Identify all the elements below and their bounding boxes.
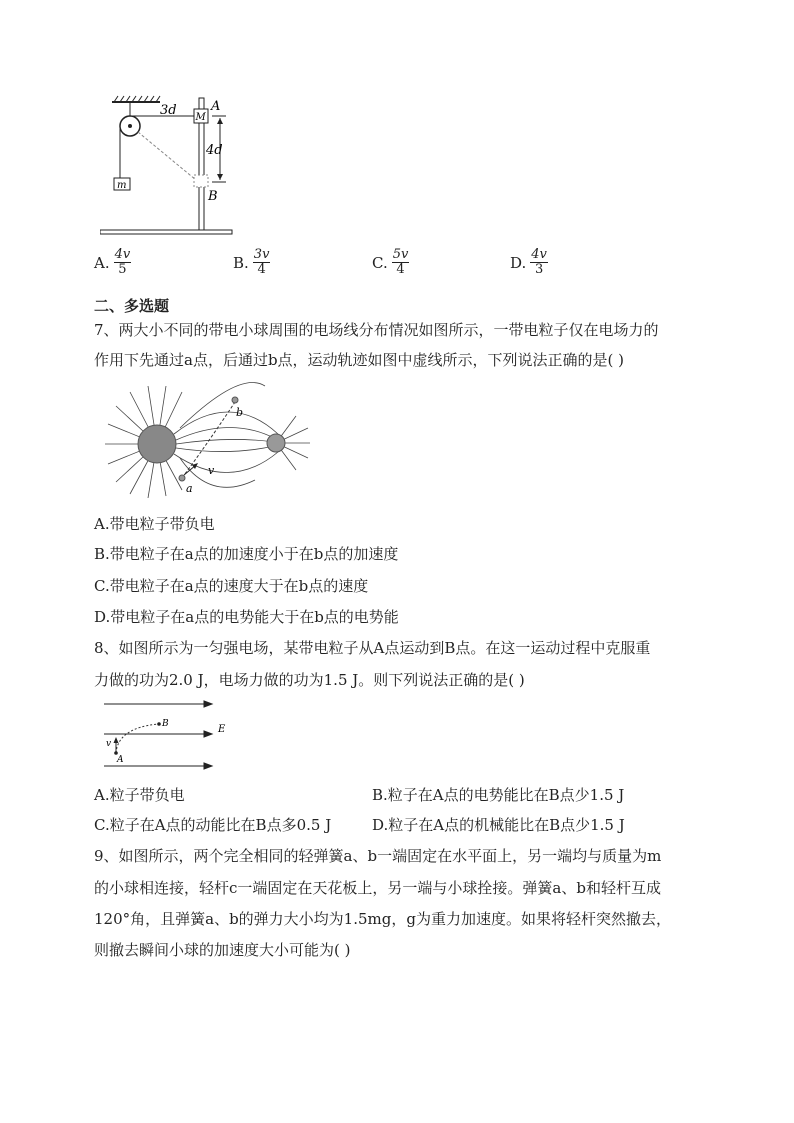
- q8-option-c: C.粒子在A点的动能比在B点多0.5 J: [94, 816, 332, 834]
- pulley-figure: [100, 92, 235, 242]
- q7-option-d: D.带电粒子在a点的电势能大于在b点的电势能: [94, 608, 399, 626]
- q8-option-d: D.粒子在A点的机械能比在B点少1.5 J: [372, 816, 625, 834]
- q9-stem-line3: 120°角，且弹簧a、b的弹力大小均为1.5mg，g为重力加速度。如果将轻杆突然撤去，: [94, 910, 671, 928]
- label-a: a: [186, 482, 193, 495]
- q8-stem-line1: 8、如图所示为一匀强电场，某带电粒子从A点运动到B点。在这一运动过程中克服重: [94, 639, 651, 657]
- label-v: v: [208, 464, 215, 477]
- label-v: v: [106, 739, 112, 749]
- label-m: m: [117, 180, 127, 191]
- q6-option-c: C. $\frac{5v}{4}$: [372, 247, 409, 277]
- label-A: A: [211, 99, 221, 114]
- q8-option-b: B.粒子在A点的电势能比在B点少1.5 J: [372, 786, 625, 804]
- q8-option-a: A.粒子带负电: [94, 786, 185, 804]
- label-4d: 4d: [206, 143, 223, 158]
- q6-option-a: A. $\frac{4v}{5}$: [94, 247, 131, 277]
- section-title: 二、多选题: [94, 297, 170, 315]
- q9-stem-line1: 9、如图所示，两个完全相同的轻弹簧a、b一端固定在水平面上，另一端均与质量为m: [94, 847, 662, 865]
- q6-option-b: B. $\frac{3v}{4}$: [233, 247, 270, 277]
- q7-stem-line2: 作用下先通过a点，后通过b点，运动轨迹如图中虚线所示，下列说法正确的是( ): [94, 351, 625, 369]
- label-3d: 3d: [160, 103, 177, 118]
- q7-option-a: A.带电粒子带负电: [94, 515, 215, 533]
- label-M: M: [195, 112, 206, 123]
- label-b: b: [236, 406, 244, 419]
- q7-option-c: C.带电粒子在a点的速度大于在b点的速度: [94, 577, 369, 595]
- label-E: E: [218, 724, 226, 735]
- q8-stem-line2: 力做的功为2.0 J，电场力做的功为1.5 J。则下列说法正确的是( ): [94, 671, 525, 689]
- q9-stem-line4: 则撤去瞬间小球的加速度大小可能为( ): [94, 941, 351, 959]
- label-A: A: [117, 755, 124, 765]
- q9-stem-line2: 的小球相连接，轻杆c一端固定在天花板上，另一端与小球拴接。弹簧a、b和轻杆互成: [94, 879, 661, 897]
- field-lines-figure: [100, 380, 315, 498]
- label-B: B: [208, 189, 218, 204]
- uniform-field-figure: [100, 698, 240, 773]
- q6-option-d: D. $\frac{4v}{3}$: [510, 247, 547, 277]
- label-B: B: [162, 719, 169, 729]
- q7-option-b: B.带电粒子在a点的加速度小于在b点的加速度: [94, 545, 399, 563]
- q7-stem-line1: 7、两大小不同的带电小球周围的电场线分布情况如图所示，一带电粒子仅在电场力的: [94, 321, 659, 339]
